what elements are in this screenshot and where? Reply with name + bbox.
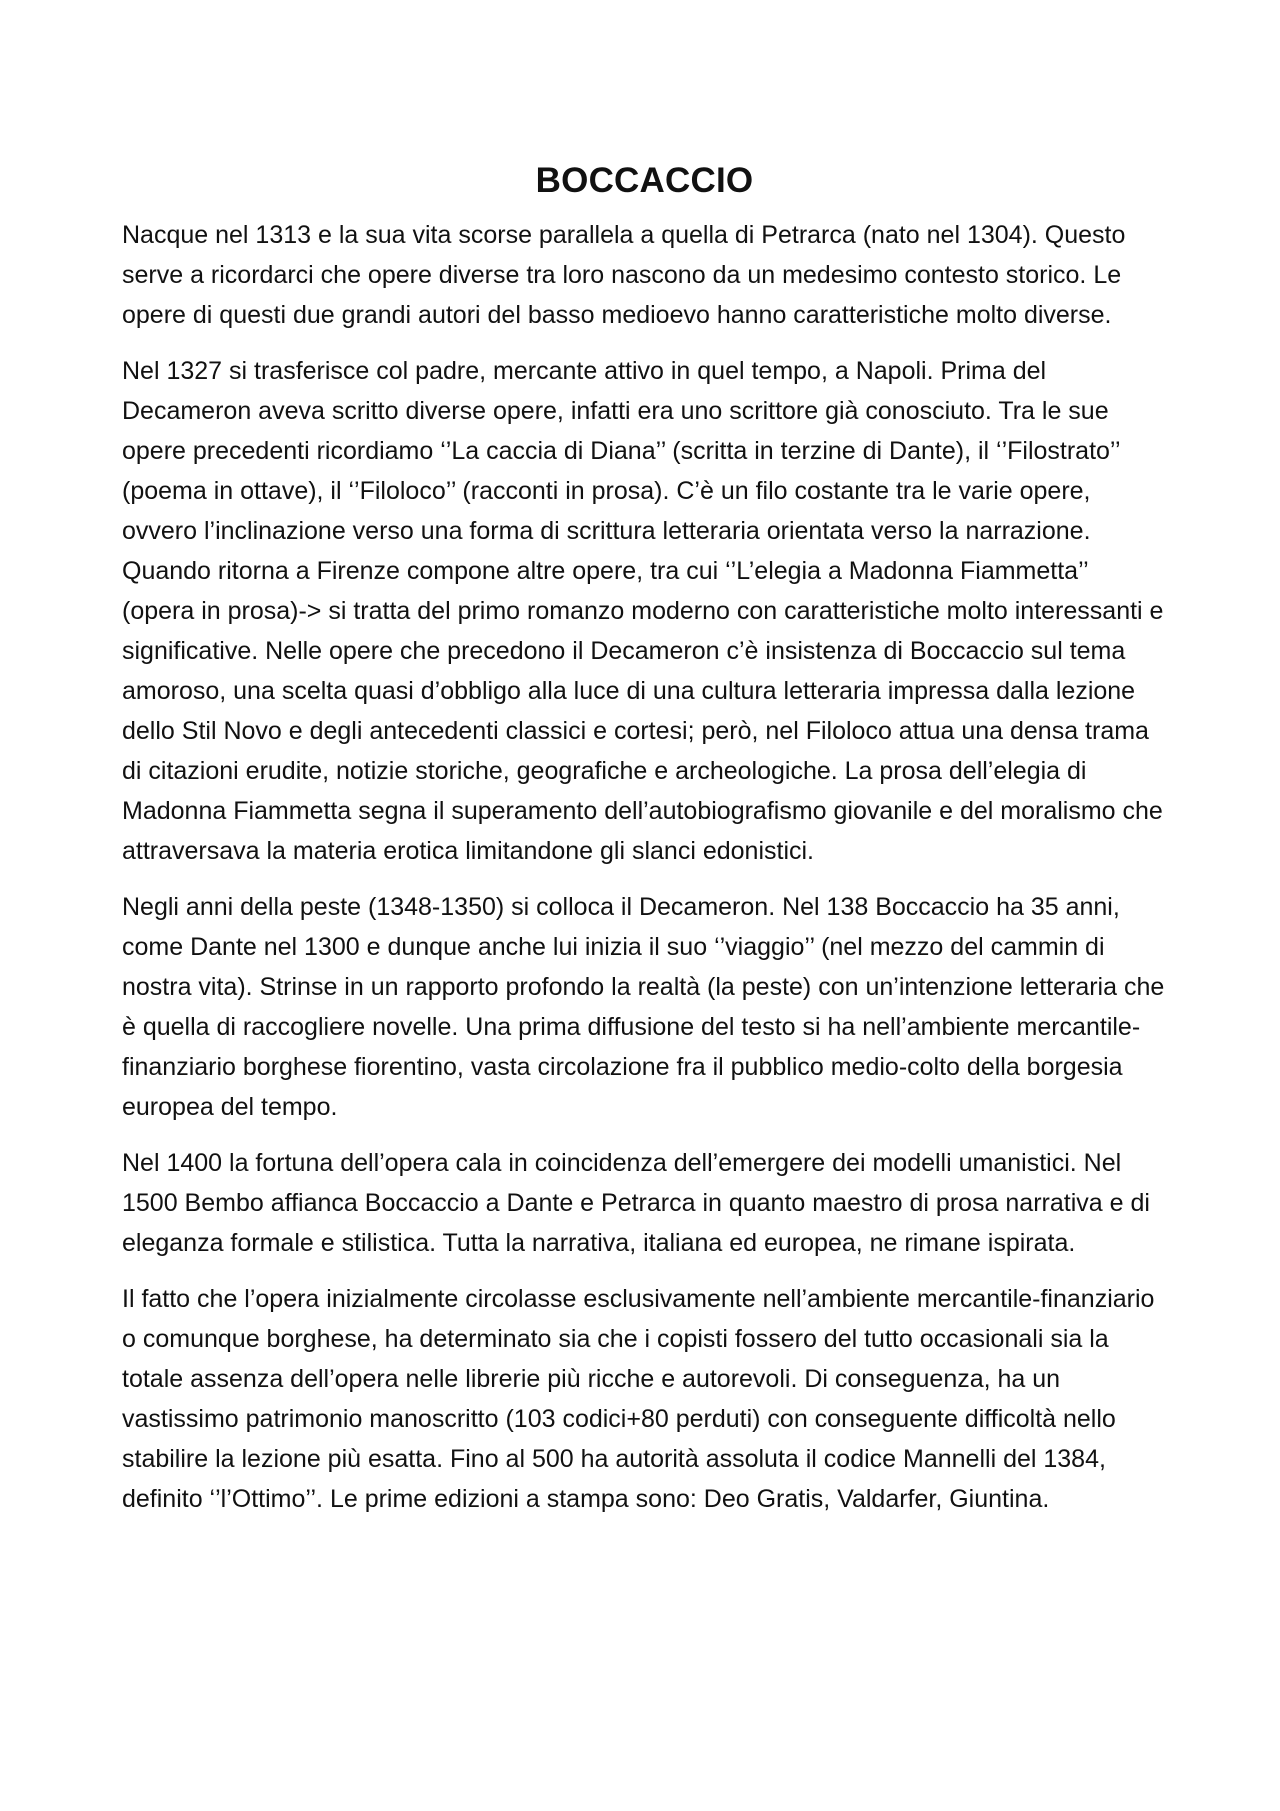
paragraph-manuscripts: Il fatto che l’opera inizialmente circolasse esclusivamente nell’ambiente mercantile-finanziario o comunque borghese, ha determinato sia che i copisti fossero del tutto occasionali sia la totale assenza dell’opera nelle librerie più ricche e autorevoli. Di conseguenza, ha un vastissimo patrimonio manoscritto (103 codici+80 perduti) con conseguente difficoltà nello stabilire la lezione più esatta. Fino al 500 ha autorità assoluta il codice Mannelli del 1384, definito ‘’l’Ottimo’’. Le prime edizioni a stampa sono: Deo Gratis, Valdarfer, Giuntina.	[122, 1285, 1155, 1513]
paragraph-decameron: Negli anni della peste (1348-1350) si colloca il Decameron. Nel 138 Boccaccio ha 35 anni, come Dante nel 1300 e dunque anche lui inizia il suo ‘’viaggio’’ (nel mezzo del cammin di nostra vita). Strinse in un rapporto profondo la realtà (la peste) con un’intenzione letteraria che è quella di raccogliere novelle. Una prima diffusione del testo si ha nell’ambiente mercantile-finanziario borghese fiorentino, vasta circolazione fra il pubblico medio-colto della borgesia europea del tempo.	[122, 893, 1165, 1121]
page-title: BOCCACCIO	[535, 161, 754, 200]
paragraph-early-works: Nel 1327 si trasferisce col padre, mercante attivo in quel tempo, a Napoli. Prima del Decameron aveva scritto diverse opere, infatti era uno scrittore già conosciuto. Tra le sue opere precedenti ricordiamo ‘’La caccia di Diana’’ (scritta in terzine di Dante), il ‘’Filostrato’’ (poema in ottave), il ‘’Filoloco’’ (racconti in prosa). C’è un filo costante tra le varie opere, ovvero l’inclinazione verso una forma di scrittura letteraria orientata verso la narrazione. Quando ritorna a Firenze compone altre opere, tra cui ‘’L’elegia a Madonna Fiammetta’’ (opera in prosa)-> si tratta del primo romanzo moderno con caratteristiche molto interessanti e significative. Nelle opere che precedono il Decameron c’è insistenza di Boccaccio sul tema amoroso, una scelta quasi d’obbligo alla luce di una cultura letteraria impressa dalla lezione dello Stil Novo e degli antecedenti classici e cortesi; però, nel Filoloco attua una densa trama di citazioni erudite, notizie storiche, geografiche e archeologiche. La prosa dell’elegia di Madonna Fiammetta segna il superamento dell’autobiografismo giovanile e del moralismo che attraversava la materia erotica limitandone gli slanci edonistici.	[122, 357, 1164, 865]
paragraph-fortune: Nel 1400 la fortuna dell’opera cala in coincidenza dell’emergere dei modelli umanistici. Nel 1500 Bembo affianca Boccaccio a Dante e Petrarca in quanto maestro di prosa narrativa e di eleganza formale e stilistica. Tutta la narrativa, italiana ed europea, ne rimane ispirata.	[122, 1149, 1150, 1257]
document-page	[122, 155, 1167, 1535]
paragraph-intro: Nacque nel 1313 e la sua vita scorse parallela a quella di Petrarca (nato nel 1304). Questo serve a ricordarci che opere diverse tra loro nascono da un medesimo contesto storico. Le opere di questi due grandi autori del basso medioevo hanno caratteristiche molto diverse.	[122, 221, 1126, 329]
